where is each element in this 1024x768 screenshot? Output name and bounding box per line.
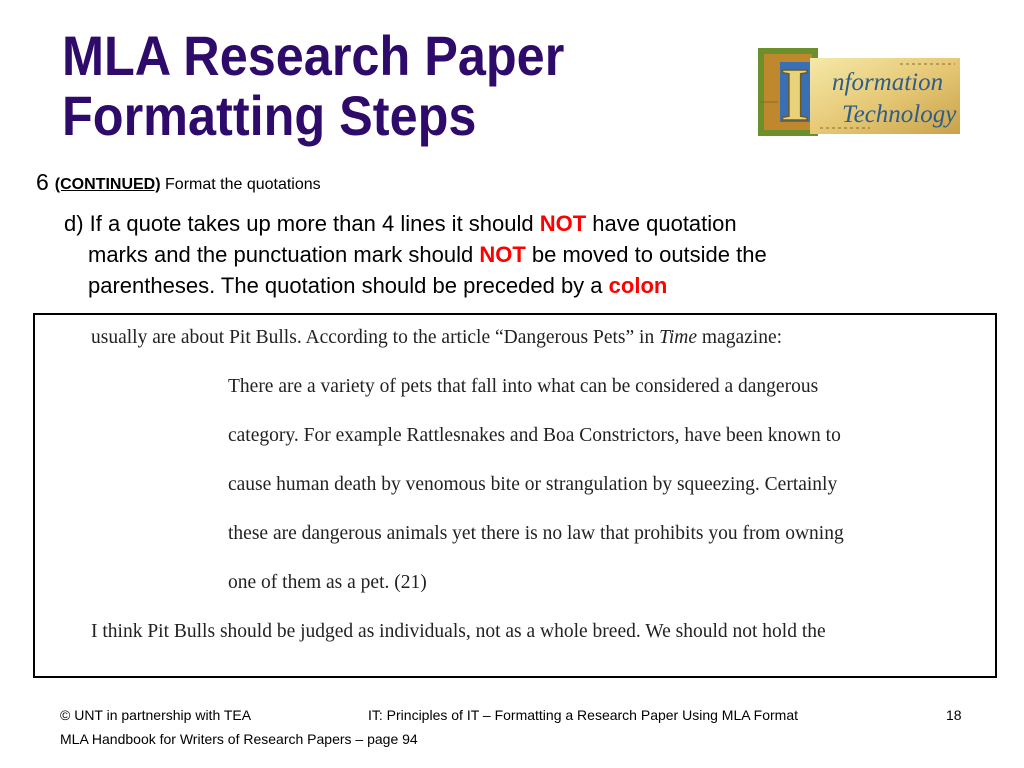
sub-point-d [64,208,894,301]
slide-title [62,26,656,146]
block-quote-line-4: these are dangerous animals yet there is no law that prohibits you from owning [228,523,844,544]
sub-line-1 [64,208,894,239]
intro-italic-title: Time [659,327,698,348]
example-document-excerpt [33,313,997,678]
step-number: 6 [36,169,49,195]
sub-line-1-text: d) If a quote takes up more than 4 lines it should [64,211,540,236]
block-quote-line-5: one of them as a pet. (21) [228,572,427,593]
emphasis-not-1: NOT [539,211,587,236]
sub-line-1-end: have quotation [586,211,737,236]
title-line-1: MLA Research Paper [62,24,565,87]
block-quote-line-3: cause human death by venomous bite or strangulation by squeezing. Certainly [228,474,838,495]
example-after-line: I think Pit Bulls should be judged as individuals, not as a whole breed. We should not hold the [91,621,826,642]
example-intro-line [91,327,782,349]
step-text: Format the quotations [165,176,321,193]
footer-source: MLA Handbook for Writers of Research Papers – page 94 [60,731,418,747]
information-technology-logo [750,42,968,140]
logo-word-information: nformation [832,69,944,96]
emphasis-not-2: NOT [479,242,526,267]
logo-word-technology: Technology [842,101,957,128]
sub-line-3 [64,270,894,301]
step-heading [36,170,321,197]
sub-line-2-end: be moved to outside the [525,242,767,267]
block-quote-line-1: There are a variety of pets that fall into what can be considered a dangerous [228,376,819,397]
sub-line-2-text: marks and the punctuation mark should [88,242,480,267]
intro-end: magazine: [697,327,783,348]
emphasis-colon: colon [608,273,668,298]
sub-line-2 [64,239,894,270]
footer-page-number: 18 [946,707,962,723]
logo-letter: I [780,53,810,137]
cut-off-line [91,667,891,678]
step-continued: (CONTINUED) [54,176,161,193]
intro-text: usually are about Pit Bulls. According to the article “Dangerous Pets” in [91,327,660,348]
footer-course-title: IT: Principles of IT – Formatting a Research Paper Using MLA Format [368,707,799,723]
title-line-2: Formatting Steps [62,84,477,147]
block-quote-line-2: category. For example Rattlesnakes and Boa Constrictors, have been known to [228,425,841,446]
footer-copyright: © UNT in partnership with TEA [60,707,252,723]
sub-line-3-text: parentheses. The quotation should be preceded by a [88,273,609,298]
